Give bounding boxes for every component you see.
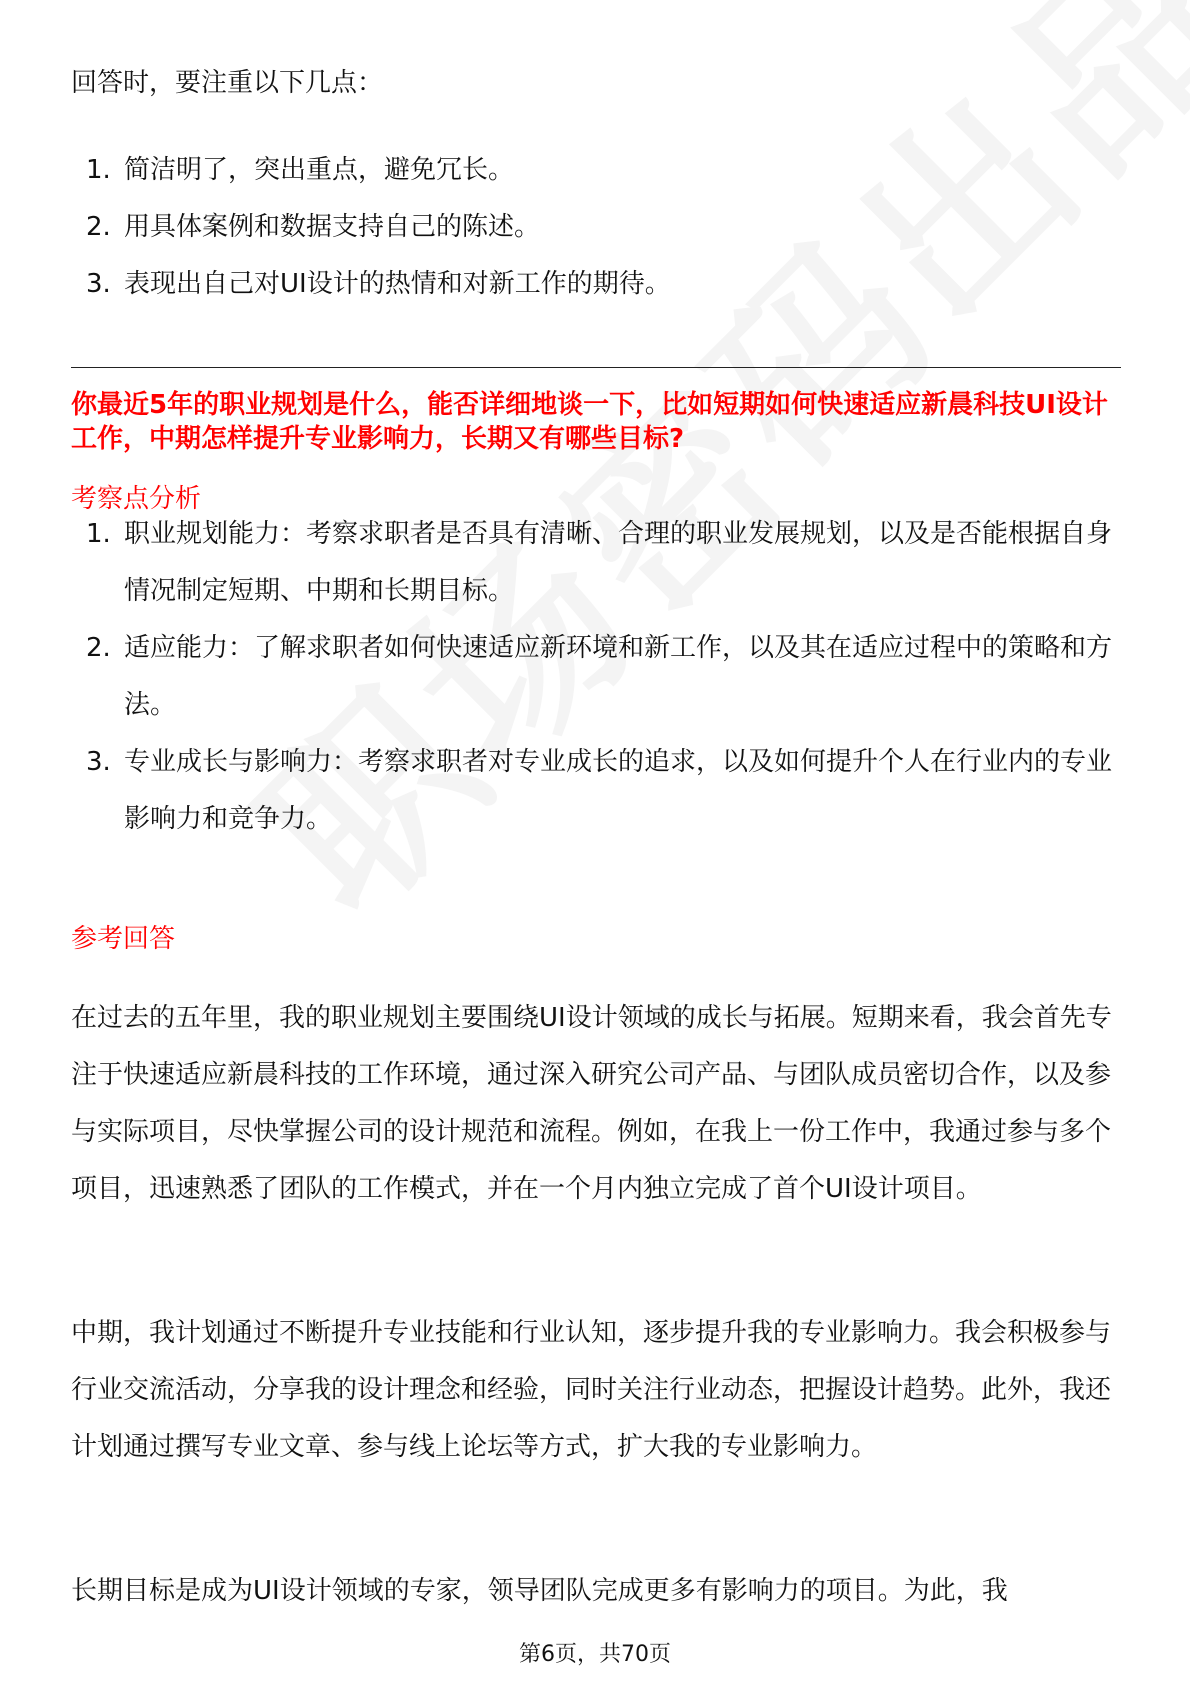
list-item (71, 620, 1121, 734)
page-number-footer: 第6页，共70页 (519, 1642, 671, 1667)
list-item-text: 简洁明了，突出重点，避免冗长。 (124, 155, 515, 185)
question-heading: 你最近5年的职业规划是什么，能否详细地谈一下，比如短期如何快速适应新晨科技UI设计工作，中期怎样提升专业影响力，长期又有哪些目标? (71, 390, 1108, 454)
answer-heading: 参考回答 (71, 924, 176, 954)
list-item-text: 表现出自己对UI设计的热情和对新工作的期待。 (124, 269, 671, 299)
list-item (71, 506, 1121, 620)
analysis-heading: 考察点分析 (71, 484, 202, 514)
list-item (71, 256, 1121, 313)
answer-paragraph: 长期目标是成为UI设计领域的专家，领导团队完成更多有影响力的项目。为此，我 (71, 1576, 1008, 1606)
list-item-text: 适应能力：了解求职者如何快速适应新环境和新工作，以及其在适应过程中的策略和方法。 (124, 633, 1113, 720)
list-item (71, 199, 1121, 256)
list-item (71, 734, 1121, 848)
list-item-text: 用具体案例和数据支持自己的陈述。 (124, 212, 541, 242)
section-divider (71, 367, 1121, 368)
list-number: 2. (86, 212, 111, 242)
intro-text: 回答时，要注重以下几点： (71, 68, 384, 98)
list-item-text: 职业规划能力：考察求职者是否具有清晰、合理的职业发展规划，以及是否能根据自身情况制定短期、中期和长期目标。 (124, 519, 1113, 606)
tips-list (71, 142, 1121, 313)
list-number: 3. (86, 747, 111, 777)
list-item-text: 专业成长与影响力：考察求职者对专业成长的追求，以及如何提升个人在行业内的专业影响力和竞争力。 (124, 747, 1113, 834)
answer-paragraph: 在过去的五年里，我的职业规划主要围绕UI设计领域的成长与拓展。短期来看，我会首先专注于快速适应新晨科技的工作环境，通过深入研究公司产品、与团队成员密切合作，以及参与实际项目，尽快掌握公司的设计规范和流程。例如，在我上一份工作中，我通过参与多个项目，迅速熟悉了团队的工作模式，并在一个月内独立完成了首个UI设计项目。 (71, 1003, 1112, 1204)
list-number: 2. (86, 633, 111, 663)
list-number: 1. (86, 155, 111, 185)
analysis-list (71, 506, 1121, 848)
list-item (71, 142, 1121, 199)
list-number: 3. (86, 269, 111, 299)
answer-paragraph: 中期，我计划通过不断提升专业技能和行业认知，逐步提升我的专业影响力。我会积极参与行业交流活动，分享我的设计理念和经验，同时关注行业动态，把握设计趋势。此外，我还计划通过撰写专业文章、参与线上论坛等方式，扩大我的专业影响力。 (71, 1318, 1112, 1462)
list-number: 1. (86, 519, 111, 549)
